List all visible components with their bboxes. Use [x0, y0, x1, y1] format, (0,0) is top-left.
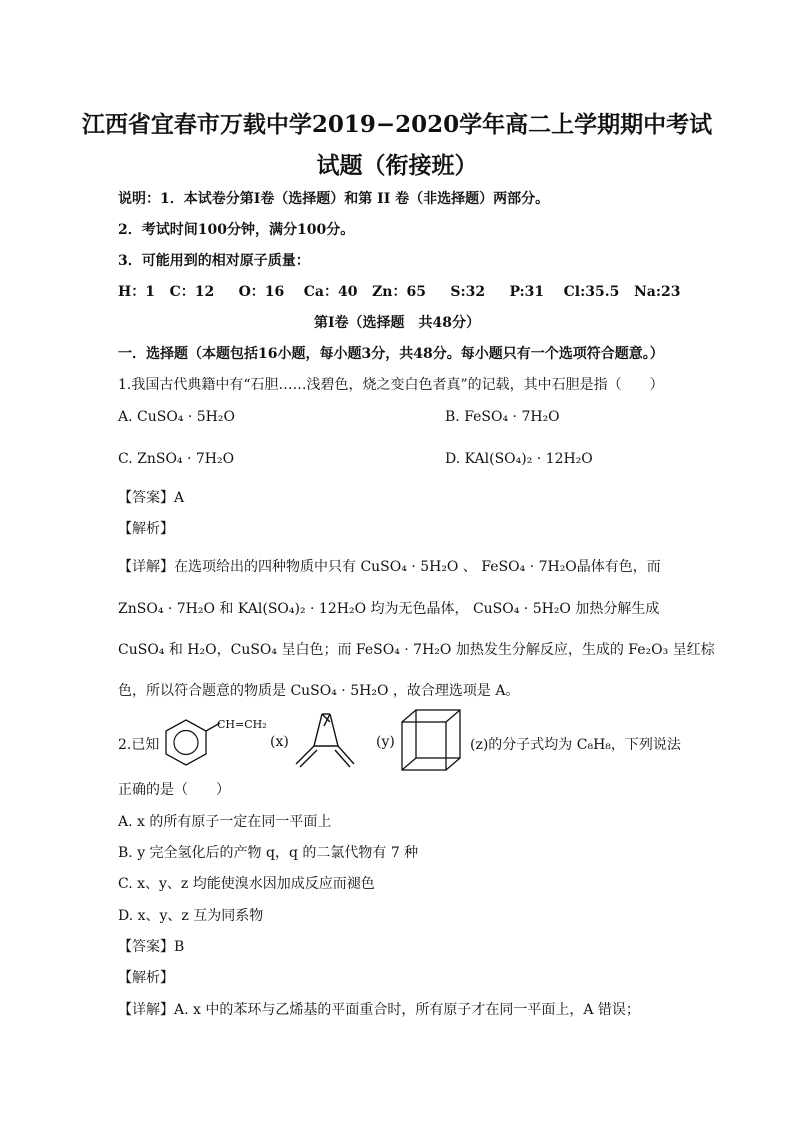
q1-detail-3: CuSO₄ 和 H₂O，CuSO₄ 呈白色；而 FeSO₄ · 7H₂O 加热发生分解反应，生成的 Fe₂O₃ 呈红棕 — [118, 642, 715, 658]
atomic-mass-list: H：1 C：12 O：16 Ca：40 Zn：65 S:32 P:31 Cl:35.5 Na:23 — [118, 284, 681, 300]
label-x: (x) — [270, 734, 289, 750]
q1-option-a: A. CuSO₄ · 5H₂O — [118, 409, 235, 425]
instruction-3: 3．可能用到的相对原子质量： — [118, 253, 310, 269]
page-title: 江西省宜春市万载中学2019−2020学年高二上学期期中考试 — [81, 111, 713, 138]
vinyl-group-label: CH=CH₂ — [217, 718, 267, 731]
q2-stem-tail: (z)的分子式均为 C₈H₈，下列说法 — [470, 737, 681, 753]
q2-stem-cont: 正确的是（ ） — [118, 782, 230, 798]
q1-analysis-label: 【解析】 — [118, 521, 174, 537]
section-heading: 第Ⅰ卷（选择题 共48分） — [313, 315, 481, 331]
q1-option-d: D. KAl(SO₄)₂ · 12H₂O — [445, 451, 593, 467]
part-title: 一．选择题（本题包括16小题，每小题3分，共48分。每小题只有一个选项符合题意。） — [118, 346, 664, 362]
page-subtitle: 试题（衔接班） — [316, 152, 478, 179]
q1-detail-4: 色，所以符合题意的物质是 CuSO₄ · 5H₂O ，故合理选项是 A。 — [118, 683, 520, 699]
q1-detail-2: ZnSO₄ · 7H₂O 和 KAl(SO₄)₂ · 12H₂O 均为无色晶体， CuSO₄ · 5H₂O 加热分解生成 — [118, 601, 660, 617]
q2-detail-1: 【详解】A. x 中的苯环与乙烯基的平面重合时，所有原子才在同一平面上，A 错误； — [118, 1002, 640, 1018]
q1-detail-1: 【详解】在选项给出的四种物质中只有 CuSO₄ · 5H₂O 、 FeSO₄ · 7H₂O晶体有色，而 — [118, 559, 661, 575]
q1-stem: 1.我国古代典籍中有“石胆……浅碧色，烧之变白色者真”的记载，其中石胆是指（ ） — [118, 377, 664, 393]
cubane-structure-icon — [398, 704, 464, 776]
q1-answer: 【答案】A — [118, 490, 185, 506]
q2-prefix: 2.已知 — [118, 737, 160, 753]
q1-option-c: C. ZnSO₄ · 7H₂O — [118, 451, 235, 467]
instruction-2: 2．考试时间100分钟，满分100分。 — [118, 222, 355, 238]
instruction-1: 说明：1．本试卷分第Ⅰ卷（选择题）和第 II 卷（非选择题）两部分。 — [118, 191, 550, 207]
q2-option-d: D. x、y、z 互为同系物 — [118, 908, 264, 924]
q2-answer: 【答案】B — [118, 939, 185, 955]
q2-analysis-label: 【解析】 — [118, 970, 174, 986]
q2-option-b: B. y 完全氢化后的产物 q，q 的二氯代物有 7 种 — [118, 845, 419, 861]
q2-option-c: C. x、y、z 均能使溴水因加成反应而褪色 — [118, 876, 375, 892]
q1-option-b: B. FeSO₄ · 7H₂O — [445, 409, 560, 425]
label-y: (y) — [376, 734, 395, 750]
bicyclooctatriene-structure-icon — [292, 706, 364, 772]
q2-option-a: A. x 的所有原子一定在同一平面上 — [118, 814, 332, 830]
